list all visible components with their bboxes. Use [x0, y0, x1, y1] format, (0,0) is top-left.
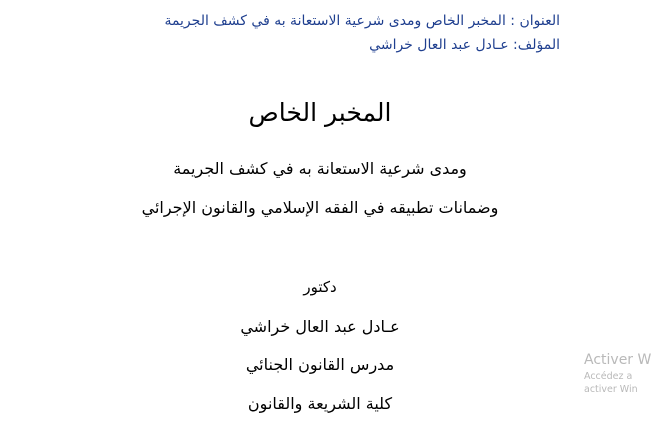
- activation-line-1: Accédez a: [584, 371, 633, 382]
- document-title-metadata: العنوان : المخبر الخاص ومدى شرعية الاستعانة به في كشف الجريمة: [164, 13, 560, 29]
- cover-title: المخبر الخاص: [248, 98, 392, 127]
- author-faculty: كلية الشريعة والقانون: [247, 394, 393, 413]
- author-degree: دكتور: [303, 278, 337, 296]
- document-author-metadata: المؤلف: عـادل عبد العال خراشي: [369, 37, 560, 53]
- activation-line-2: activer Win: [584, 384, 638, 395]
- author-name: عـادل عبد العال خراشي: [240, 317, 400, 336]
- activation-heading: Activer W: [584, 352, 651, 368]
- author-position: مدرس القانون الجنائي: [245, 355, 395, 374]
- cover-subtitle-2: وضمانات تطبيقه في الفقه الإسلامي والقانون الإجرائي: [141, 198, 499, 217]
- windows-activation-watermark: [584, 350, 651, 396]
- cover-subtitle-1: ومدى شرعية الاستعانة به في كشف الجريمة: [173, 159, 467, 178]
